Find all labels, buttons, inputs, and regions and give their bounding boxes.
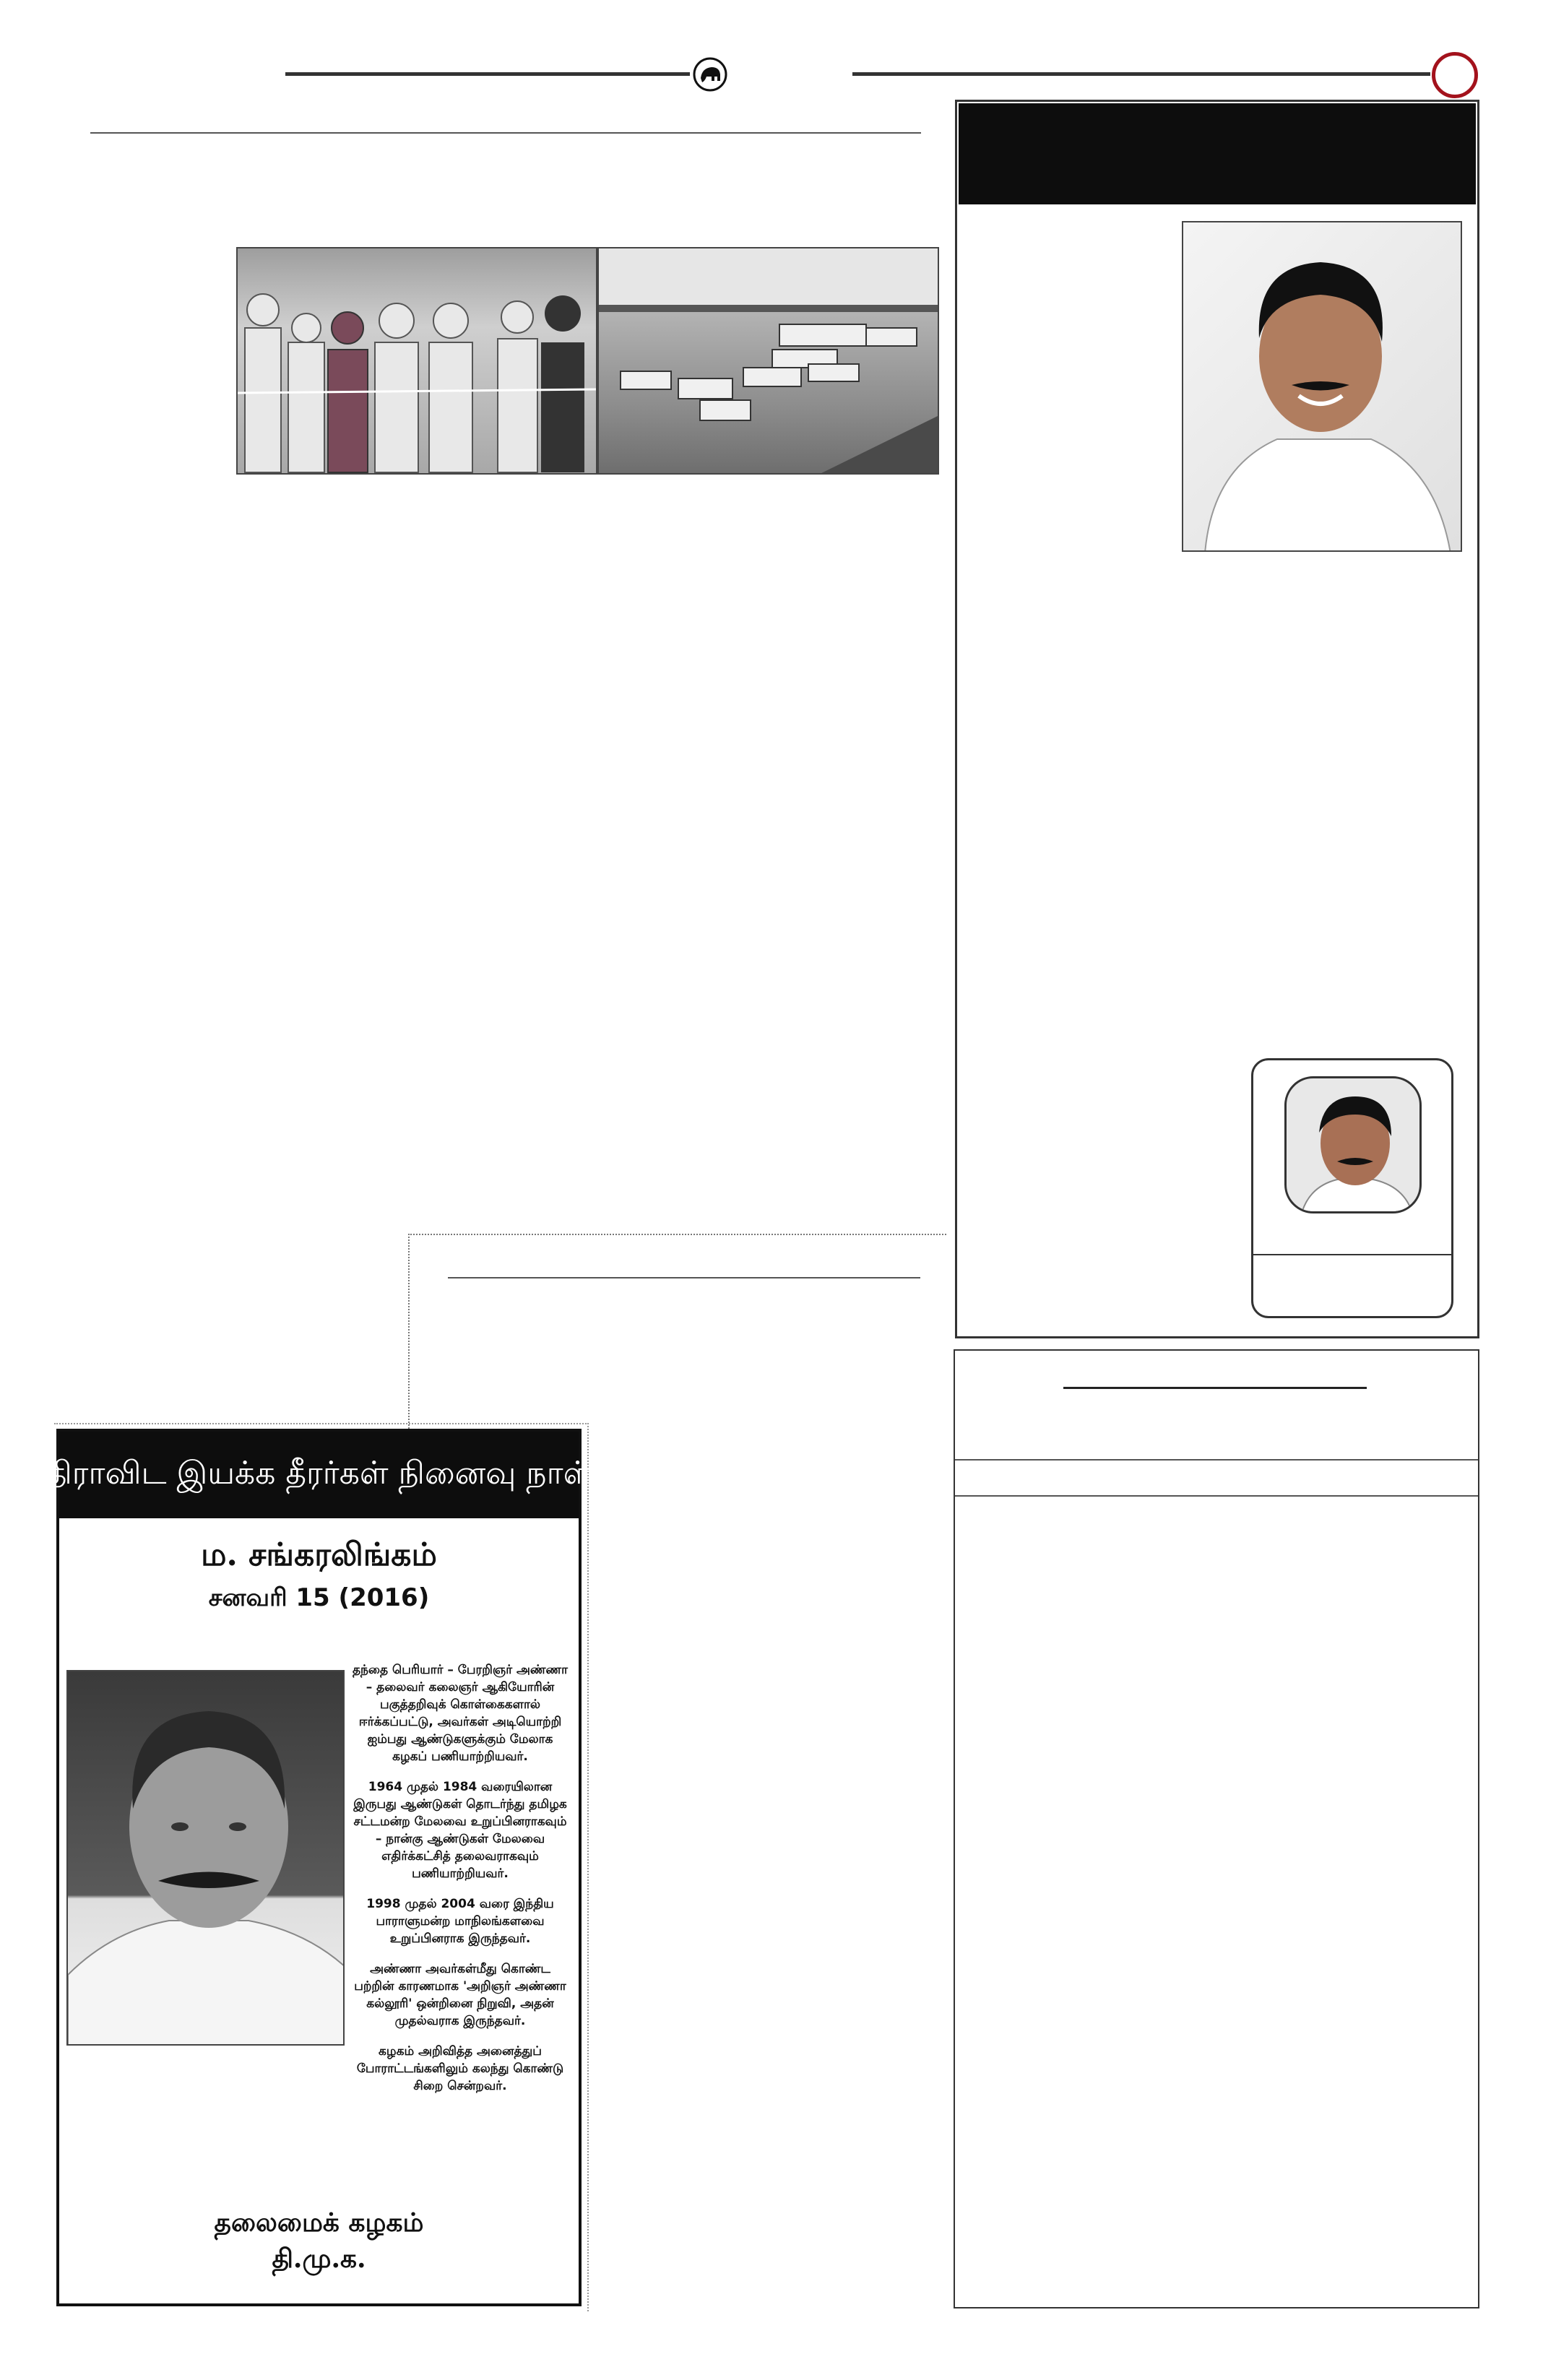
inauguration-photo: [236, 247, 597, 475]
memorial-notice: [46, 1429, 592, 2306]
memorial-banner: [46, 1432, 592, 1518]
memorial-banner-title: திராவிட இயக்க தீரர்கள் நினைவு நாள்: [46, 1454, 592, 1492]
memorial-signature: [59, 2204, 579, 2277]
header-rule-left: [285, 72, 690, 76]
bio-paragraph-3: 1998 முதல் 2004 வரை இந்திய பாராளுமன்ற மாநிலங்களவை உறுப்பினராக இருந்தவர்.: [366, 1897, 554, 1946]
dotted-frame: [408, 1234, 946, 1429]
bio-paragraph-4: அண்ணா அவர்கள்மீது கொண்ட பற்றின் காரணமாக 'அறிஞர் அண்ணா கல்லூரி' ஒன்றினை நிறுவி, அதன் முதல்வராக இருந்தவர்.: [354, 1962, 566, 2028]
middle-section-rule: [448, 1277, 920, 1278]
left-section-rule: [90, 132, 921, 134]
right-lower-box: [954, 1349, 1479, 2308]
boats-on-lake-photo: [597, 247, 939, 475]
signature-line-2: தி.மு.க.: [272, 2243, 366, 2274]
lower-box-divider-2: [955, 1495, 1478, 1497]
feature-header-bar: [959, 103, 1476, 204]
lower-box-title-rule: [1063, 1387, 1367, 1389]
memorial-name: ம. சங்கரலிங்கம்: [201, 1536, 437, 1573]
circle-page-badge: [1432, 52, 1478, 98]
bio-paragraph-5: கழகம் அறிவித்த அனைத்துப் போராட்டங்களிலும் கலந்து கொண்டு சிறை சென்றவர்.: [356, 2044, 564, 2093]
elephant-emblem-icon: [692, 56, 728, 92]
columnist-photo: [1284, 1076, 1422, 1213]
columnist-card-divider: [1253, 1254, 1451, 1255]
columnist-card: [1251, 1058, 1453, 1318]
lower-box-divider-1: [955, 1459, 1478, 1461]
memorial-portrait-photo: [66, 1670, 345, 2046]
memorial-date: சனவரி 15 (2016): [208, 1583, 430, 1612]
memorial-biography: [352, 1661, 569, 2108]
bio-paragraph-1: தந்தை பெரியார் – பேரறிஞர் அண்ணா – தலைவர் கலைஞர் ஆகியோரின் பகுத்தறிவுக் கொள்கைகளால் ஈர்க்கப்பட்டு, அவர்கள் அடியொற்றி ஐம்பது ஆண்டுகளுக்கும் மேலாக கழகப் பணியாற்றியவர்.: [352, 1663, 569, 1764]
header-rule-right: [852, 72, 1430, 76]
signature-line-1: தலைமைக் கழகம்: [214, 2207, 424, 2238]
leader-portrait-photo: [1182, 221, 1462, 552]
bio-paragraph-2: 1964 முதல் 1984 வரையிலான இருபது ஆண்டுகள் தொடர்ந்து தமிழக சட்டமன்ற மேலவை உறுப்பினராகவும் – நான்கு ஆண்டுகள் மேலவை எதிர்க்கட்சித் தலைவராகவும் பணியாற்றியவர்.: [353, 1780, 567, 1881]
